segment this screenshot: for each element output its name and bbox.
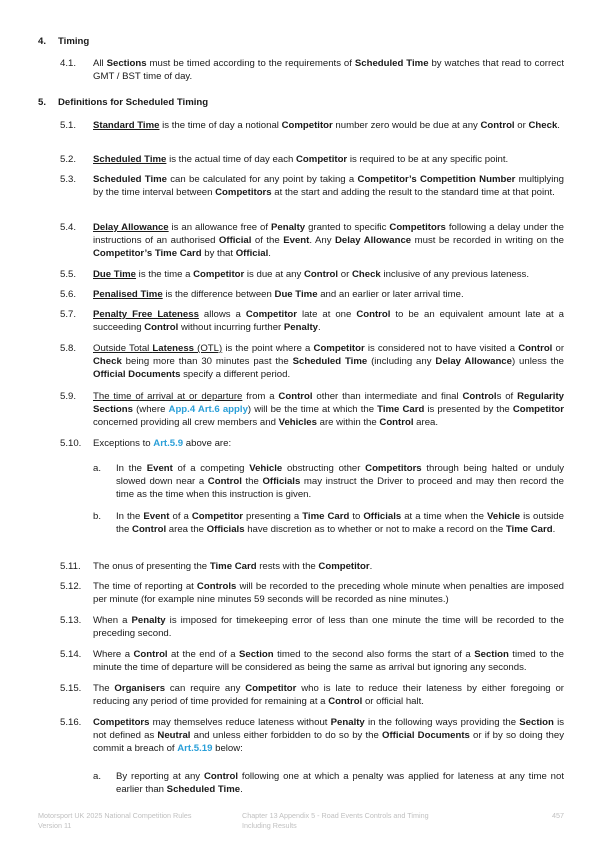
clause-5-4: 5.4. Delay Allowance is an allowance free of Penalty granted to specific Competitors following a delay under the instructions of an authorised Official of the Event. Any Delay Allowance must be recorded in writing on the Competitor’s Time Card by that Official. — [60, 222, 565, 259]
clause-5-8: 5.8. Outside Total Lateness (OTL) is the point where a Competitor is considered not to have visited a Control or Check being more than 30 minutes past the Scheduled Time (including any Delay Allowance) unless the Official Documents specify a different period. — [60, 343, 565, 380]
section-heading-4: 4. Timing — [38, 36, 90, 47]
section-heading-5: 5. Definitions for Scheduled Timing — [38, 97, 209, 108]
clause-5-14: 5.14. Where a Control at the end of a Section timed to the second also forms the start of a Section timed to the minute the time of departure will be considered as being the same as arrival but ignoring any seconds. — [60, 649, 564, 673]
clause-5-11: 5.11. The onus of presenting the Time Card rests with the Competitor. — [60, 561, 373, 572]
clause-5-1: 5.1. Standard Time is the time of day a notional Competitor number zero would be due at any Control or Check. — [60, 120, 560, 131]
clause-5-10-b: b. In the Event of a Competitor presenting a Time Card to Officials at a time when the Vehicle is outside the Control area the Officials have discretion as to whether or not to make a record on the Time Card. — [93, 511, 564, 535]
clause-5-16-a: a. By reporting at any Control following one at which a penalty was applied for lateness at any time not earlier than Scheduled Time. — [93, 771, 564, 795]
clause-5-10: 5.10. Exceptions to Art.5.9 above are: — [60, 438, 232, 449]
clause-5-7: 5.7. Penalty Free Lateness allows a Competitor late at one Control to be an equivalent amount late at a succeeding Control without incurring further Penalty. — [60, 309, 564, 333]
clause-5-10-a: a. In the Event of a competing Vehicle obstructing other Competitors through being halted or unduly slowed down near a Control the Officials may instruct the Driver to proceed and may then record the time as the time when this instruction is given. — [93, 463, 565, 500]
footer-chapter: Chapter 13 Appendix 5 - Road Events Controls and Timing Including Results — [242, 811, 429, 830]
page-number: 457 — [552, 811, 564, 820]
link-app4-art6[interactable]: App.4 Art.6 apply — [168, 404, 248, 415]
clause-5-5: 5.5. Due Time is the time a Competitor is due at any Control or Check inclusive of any previous lateness. — [60, 269, 530, 280]
clause-5-16: 5.16. Competitors may themselves reduce lateness without Penalty in the following ways providing the Section is not defined as Neutral and unless either forbidden to do so by the Official Documents or if by so doing they commit a breach of Art.5.19 below: — [60, 717, 565, 754]
clause-5-9: 5.9. The time of arrival at or departure from a Control other than intermediate and final Controls of Regularity Sections (where App.4 Art.6 apply) will be the time at which the Time Card is presented by the Competitor concerned providing all crew members and Vehicles are within the Control area. — [60, 391, 564, 428]
clause-5-6: 5.6. Penalised Time is the difference between Due Time and an earlier or later arrival time. — [60, 289, 464, 300]
link-art-5-19[interactable]: Art.5.19 — [177, 743, 213, 754]
clause-5-3: 5.3. Scheduled Time can be calculated for any point by taking a Competitor’s Competition Number multiplying by the time interval between Competitors at the start and adding the result to the standard time at that point. — [60, 174, 565, 198]
clause-5-12: 5.12. The time of reporting at Controls will be recorded to the preceding whole minute when penalties are imposed per minute (for example nine minutes 59 seconds will be recorded as nine minutes.) — [60, 581, 564, 605]
clause-5-2: 5.2. Scheduled Time is the actual time of day each Competitor is required to be at any specific point. — [60, 154, 509, 165]
clause-5-13: 5.13. When a Penalty is imposed for timekeeping error of less than one minute the time will be recorded to the preceding second. — [60, 615, 564, 639]
clause-5-15: 5.15. The Organisers can require any Competitor who is late to reduce their lateness by either foregoing or reducing any period of time provided for remaining at a Control or official halt. — [60, 683, 564, 707]
clause-4-1: 4.1. All Sections must be timed according to the requirements of Scheduled Time by watches that read to correct GMT / BST time of day. — [60, 58, 564, 82]
link-art-5-9[interactable]: Art.5.9 — [153, 438, 184, 449]
footer-left: Motorsport UK 2025 National Competition Rules Version 11 — [38, 811, 192, 830]
